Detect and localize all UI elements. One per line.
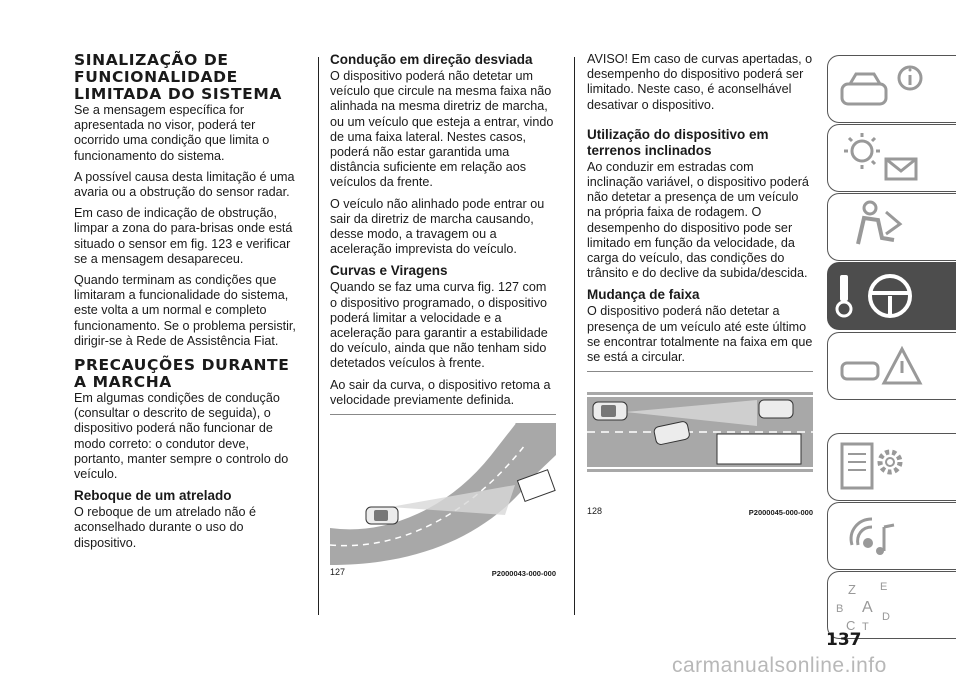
multimedia-icon (828, 503, 956, 569)
chapter-tab-2[interactable] (827, 124, 956, 192)
chapter-tab-7[interactable] (827, 502, 956, 570)
curve-road-illustration (330, 415, 556, 565)
chapter-tab-8[interactable] (827, 571, 956, 639)
paragraph: Ao sair da curva, o dispositivo retoma a velocidade previamente definida. (330, 377, 551, 407)
section-title-line: LIMITADA DO SISTEMA (74, 85, 282, 103)
figure-code: P2000045-000-000 (748, 508, 813, 518)
chapter-tab-5[interactable] (827, 332, 956, 400)
paragraph: Em caso de indicação de obstrução, limpar a zona do para-brisas onde está situado o sensor em fig. 123 e verificar se a mensagem desapareceu. (74, 206, 293, 266)
section-title-line: FUNCIONALIDADE (74, 68, 238, 86)
index-letter: D (882, 611, 890, 623)
paragraph: O reboque de um atrelado não é aconselhado durante o uso do dispositivo. (74, 505, 257, 550)
seat-airbag-icon (828, 194, 956, 260)
sun-warning-light-icon (828, 125, 956, 191)
figure-127 (330, 414, 556, 583)
watermark: carmanualsonline.info (672, 654, 887, 677)
chapter-tab-6[interactable] (827, 433, 956, 501)
car-crash-warning-icon (828, 333, 956, 399)
column-3 (587, 52, 813, 524)
index-letter: E (880, 581, 888, 593)
column-1 (74, 52, 300, 557)
section-title-line: SINALIZAÇÃO DE (74, 51, 229, 69)
page-number: 137 (826, 630, 862, 650)
index-letter: B (836, 603, 844, 615)
paragraph: Ao conduzir em estradas com inclinação variável, o dispositivo poderá não detetar a presença de um veículo na própria faixa de rodagem. O desempenho do dispositivo pode ser limitado em função da velocidade, da carga do veículo, das condições do trânsito e do declive da subida/descida. (587, 159, 809, 281)
alphabetical-index-icon (828, 572, 956, 638)
section-title-line: PRECAUÇÕES DURANTE (74, 356, 290, 375)
paragraph: O dispositivo poderá não detetar um veículo que circule na mesma faixa não alinhada na mesma diretriz de marcha, ou um veículo que esteja a entrar, vindo de uma faixa lateral. Nestes casos, poderá não estar garantida uma distância suficiente em relação aos veículos da frente. (330, 69, 554, 190)
figure-number: 127 (330, 567, 346, 578)
subsection-title: Reboque de um atrelado (74, 488, 232, 504)
paragraph: Quando se faz uma curva fig. 127 com o dispositivo programado, o dispositivo poderá limitar a velocidade e a aceleração para garantir a estabilidade do veículo, ainda que não tenham sido detetados veículos à frente. (330, 280, 548, 371)
chapter-tab-3[interactable] (827, 193, 956, 261)
index-letter: A (862, 599, 873, 616)
paragraph: A possível causa desta limitação é uma avaria ou a obstrução do sensor radar. (74, 169, 295, 200)
paragraph: Se a mensagem específica for apresentada no visor, poderá ter ocorrido uma condição que limita o funcionamento do sistema. (74, 103, 270, 163)
car-info-icon (828, 56, 956, 122)
key-steering-wheel-icon (828, 263, 956, 329)
subsection-title: Condução em direção desviada (330, 52, 533, 67)
paragraph: AVISO! Em caso de curvas apertadas, o desempenho do dispositivo poderá ser limitado. Neste caso, é aconselhável desativar o dispositivo. (587, 52, 813, 112)
section-title-line: A MARCHA (74, 373, 172, 392)
paragraph: O veículo não alinhado pode entrar ou sair da diretriz de marcha causando, desse modo, a travagem ou a aceleração imprevista do veículo. (330, 196, 545, 257)
column-2 (330, 52, 556, 583)
index-letter: T (862, 621, 869, 633)
index-letter: C (846, 618, 856, 633)
subsection-title: Utilização do dispositivo em terrenos inclinados (587, 126, 769, 158)
paragraph: Em algumas condições de condução (consultar o descrito de seguida), o dispositivo poderá não funcionar de modo correto: o condutor deve, portanto, manter sempre o controlo do veículo. (74, 391, 289, 482)
chapter-tab-1[interactable] (827, 55, 956, 123)
subsection-title: Curvas e Viragens (330, 263, 448, 279)
paragraph: O dispositivo poderá não detetar a presença de um veículo até este último se encontrar totalmente na faixa em que se está a circular. (587, 304, 813, 365)
figure-number: 128 (587, 506, 603, 517)
figure-128 (587, 371, 813, 524)
column-divider (574, 57, 575, 615)
subsection-title: Mudança de faixa (587, 287, 700, 303)
column-divider (318, 57, 319, 615)
paragraph: Quando terminam as condições que limitaram a funcionalidade do sistema, este volta a um normal e completo funcionamento. Se o problema persistir, dirigir-se à Rede de Assistência Fiat. (74, 273, 296, 348)
index-letter: Z (848, 582, 856, 597)
lane-change-illustration (587, 372, 813, 504)
maintenance-gear-icon (828, 434, 956, 500)
figure-code: P2000043-000-000 (491, 569, 556, 579)
chapter-tab-4-active[interactable] (827, 262, 956, 330)
